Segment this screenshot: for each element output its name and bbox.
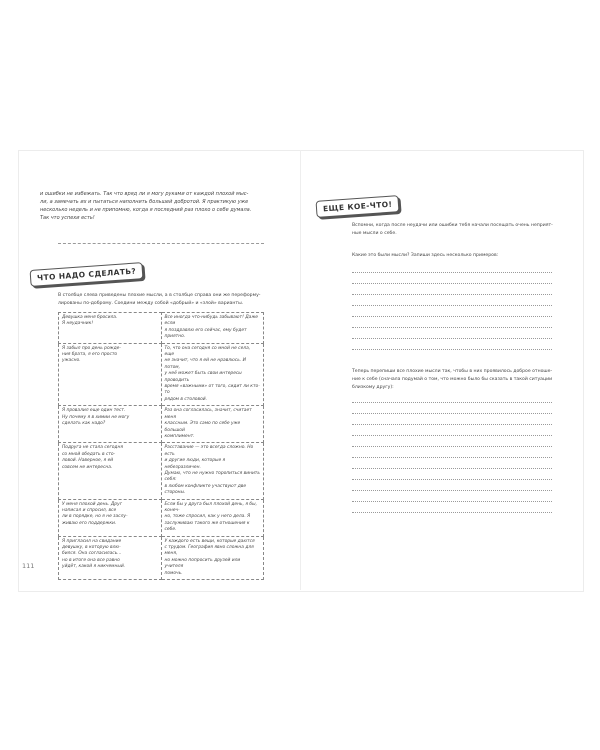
cell-line: Ну почему я в химии не могу bbox=[62, 414, 130, 420]
cell-line: Я забыл про день рожде- bbox=[62, 345, 121, 351]
cell-line: ния брата, я его просто bbox=[62, 352, 118, 358]
cell-line: У каждого есть вещи, которые даются bbox=[164, 538, 255, 544]
cell-line: комплимент. bbox=[164, 433, 195, 439]
cell-line: Девушка меня бросила. bbox=[62, 315, 118, 320]
writing-line[interactable] bbox=[352, 317, 552, 328]
bad-thought-cell[interactable] bbox=[59, 313, 162, 344]
bad-thought-cell[interactable] bbox=[59, 443, 162, 499]
writing-line[interactable] bbox=[352, 273, 552, 284]
writing-lines-1[interactable] bbox=[352, 262, 552, 350]
bad-thought-cell[interactable] bbox=[59, 499, 162, 536]
book-gutter bbox=[300, 150, 301, 590]
kind-thought-cell[interactable] bbox=[161, 443, 264, 499]
cell-line: классным. Это само по себе уже большой bbox=[164, 421, 241, 433]
cell-line: живаю его поддержки. bbox=[62, 520, 117, 526]
prompt-rewrite bbox=[352, 368, 576, 392]
kind-thought-cell[interactable] bbox=[161, 313, 264, 344]
cell-line: ловой. Наверное, я ей bbox=[62, 458, 114, 464]
writing-line[interactable] bbox=[352, 436, 552, 447]
cell-line: но, тоже спросил, как у него дела. Я bbox=[164, 514, 251, 520]
cell-line: У меня плохой день. Друг bbox=[62, 501, 122, 507]
prompt-line: Теперь перепиши все плохие мысли так, чтобы в них проявилось доброе отноше- bbox=[352, 369, 553, 374]
instruction-text bbox=[58, 292, 298, 308]
cell-line: написал и спросил, все bbox=[62, 507, 117, 513]
cell-line: Если бы у друга был плохой день, я бы, конеч- bbox=[164, 501, 257, 513]
writing-line[interactable] bbox=[352, 295, 552, 306]
writing-line[interactable] bbox=[352, 403, 552, 414]
writing-line[interactable] bbox=[352, 469, 552, 480]
cell-line: Я пригласил на свидание bbox=[62, 538, 122, 544]
writing-line[interactable] bbox=[352, 284, 552, 295]
instruction-line: лированы по-доброму. Соедини между собой «добрый» и «злой» варианты. bbox=[58, 301, 244, 306]
cell-line: Я провалил еще один тест. bbox=[62, 408, 126, 414]
thoughts-table bbox=[58, 312, 264, 580]
kind-thought-cell[interactable] bbox=[161, 406, 264, 443]
cell-line: ли в порядке, но я не заслу- bbox=[62, 514, 128, 520]
cell-line: Думаю, что не нужно торопиться винить себя: bbox=[164, 470, 260, 483]
table-row bbox=[59, 443, 264, 499]
cell-line: в любом конфликте участвуют две стороны. bbox=[164, 483, 247, 496]
prompt-line: Вспомни, когда после неудачи или ошибки тебя начали посещать очень неприят- bbox=[352, 223, 553, 228]
cell-line: не значит, что я ей не нравлюсь. И потом, bbox=[164, 358, 246, 370]
writing-line[interactable] bbox=[352, 306, 552, 317]
cell-line: рядом в столовой. bbox=[164, 396, 208, 402]
table-row bbox=[59, 499, 264, 536]
prompt-recall bbox=[352, 222, 574, 238]
table-row bbox=[59, 536, 264, 579]
writing-line[interactable] bbox=[352, 339, 552, 350]
one-more-thing-badge: ЕЩЕ КОЕ-ЧТО! bbox=[316, 195, 400, 218]
kind-thought-cell[interactable] bbox=[161, 536, 264, 579]
table-row bbox=[59, 343, 264, 406]
cell-line: Все иногда что-нибудь забывают! Даже если bbox=[164, 315, 258, 327]
cell-line: То, что она сегодня со мной не села, еще bbox=[164, 345, 251, 358]
writing-line[interactable] bbox=[352, 425, 552, 436]
prompt-examples: Какие это были мысли? Запиши здесь несколько примеров: bbox=[352, 253, 499, 258]
writing-lines-2[interactable] bbox=[352, 392, 552, 513]
writing-line[interactable] bbox=[352, 262, 552, 273]
cell-line: я поздравлю его сейчас, ему будет приятно. bbox=[164, 327, 247, 340]
writing-line[interactable] bbox=[352, 447, 552, 458]
cell-line: помочь. bbox=[164, 570, 183, 576]
prompt-line: ние к себе (сначала подумай о том, что можно было бы сказать в такой ситуации bbox=[352, 377, 553, 382]
prompt-line: ные мысли о себе. bbox=[352, 231, 397, 236]
kind-thought-cell[interactable] bbox=[161, 499, 264, 536]
cell-line: Раз она согласилась, значит, считает меня bbox=[164, 408, 252, 420]
bad-thought-cell[interactable] bbox=[59, 343, 162, 406]
cell-line: время «важными» от того, сидит ли кто-то bbox=[164, 384, 260, 396]
intro-line: ли, а замечать их и пытаться наполнить большей добротой. Я практикую уже bbox=[40, 199, 249, 205]
writing-line[interactable] bbox=[352, 458, 552, 469]
intro-line: и ошибки не избежать. Так что вряд ли я могу руками от каждой плохой мыс- bbox=[40, 191, 249, 197]
cell-line: Расставание — это всегда сложно. Но есть bbox=[164, 445, 254, 457]
bad-thought-cell[interactable] bbox=[59, 536, 162, 579]
cell-line: уйдёт, какой я никчемный. bbox=[62, 564, 126, 570]
cell-line: но в итоге она все равно bbox=[62, 557, 120, 563]
cell-line: Подруга не стала сегодня bbox=[62, 445, 123, 451]
cell-line: Я неудачник! bbox=[62, 321, 94, 327]
writing-line[interactable] bbox=[352, 502, 552, 513]
cell-line: ужасно. bbox=[62, 358, 81, 364]
cell-line: девушку, в которую влю- bbox=[62, 545, 121, 550]
what-to-do-badge: ЧТО НАДО СДЕЛАТЬ? bbox=[30, 262, 144, 287]
intro-line: Так что успехи есть! bbox=[40, 215, 95, 221]
writing-line[interactable] bbox=[352, 328, 552, 339]
instruction-line: В столбце слева приведены плохие мысли, а в столбце справа они же переформу- bbox=[58, 293, 261, 298]
left-intro-text bbox=[40, 190, 290, 222]
writing-line[interactable] bbox=[352, 491, 552, 502]
cell-line: сделать как надо? bbox=[62, 421, 106, 427]
bad-thought-cell[interactable] bbox=[59, 406, 162, 443]
page-number: 111 bbox=[22, 562, 35, 570]
cell-line: но можно попросить друзей или учителя bbox=[164, 557, 241, 570]
prompt-line: близкому другу): bbox=[352, 385, 394, 390]
cell-line: заслуживаю такого же отношения к себе. bbox=[164, 520, 250, 533]
writing-line[interactable] bbox=[352, 414, 552, 425]
cell-line: и другие люди, которые я небезразличен. bbox=[164, 458, 226, 470]
writing-line[interactable] bbox=[352, 392, 552, 403]
cell-line: у неё может быть свои интересы проводить bbox=[164, 371, 242, 383]
writing-line[interactable] bbox=[352, 480, 552, 491]
table-row bbox=[59, 406, 264, 443]
cell-line: со мной обедать в сто- bbox=[62, 451, 116, 457]
cell-line: бился. Она согласилась... bbox=[62, 551, 122, 557]
cell-line: совсем не интересна. bbox=[62, 464, 113, 470]
cell-line: с трудом. География явно сложна для меня, bbox=[164, 545, 254, 557]
kind-thought-cell[interactable] bbox=[161, 343, 264, 406]
intro-line: несколько недель и не припомню, когда я последний раз плохо о себе думала. bbox=[40, 207, 252, 213]
section-divider bbox=[58, 243, 264, 244]
table-row bbox=[59, 313, 264, 344]
